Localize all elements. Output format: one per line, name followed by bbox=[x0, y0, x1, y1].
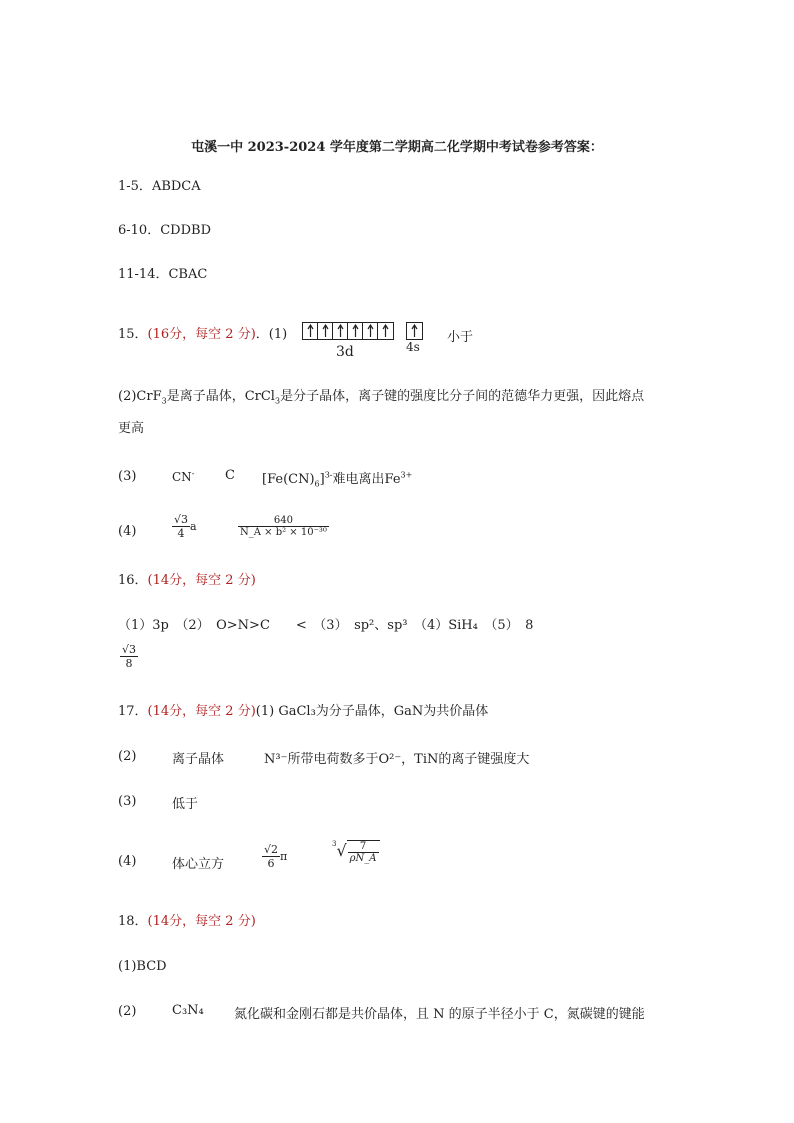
q18-part2-formula: C₃N₄ bbox=[172, 1003, 204, 1018]
q17-part3-answer: 低于 bbox=[172, 797, 199, 812]
q17-score: (14分，每空 2 分) bbox=[147, 704, 256, 719]
q15-part4-expr2: $\frac{640}{\text{N\_A × b² × 10⁻³⁰}}$ bbox=[240, 515, 327, 538]
q18-part2-reason: 氮化碳和金刚石都是共价晶体，且 N 的原子半径小于 C，氮碳键的键能 bbox=[234, 1007, 645, 1022]
page-title: 屯溪一中 2023-2024 学年度第二学期高二化学期中考试卷参考答案： bbox=[191, 140, 603, 155]
q17-part2-reason: N³⁻所带电荷数多于O²⁻，TiN的离子键强度大 bbox=[264, 752, 530, 767]
orbital-diagram-4s bbox=[406, 322, 423, 340]
q15-part4-expr1: $\frac{√3}{4}$ a bbox=[174, 513, 197, 540]
mc-answers-11-14: 11-14．CBAC bbox=[118, 267, 208, 282]
q17-header: 17．(14分，每空 2 分)(1) GaCl₃为分子晶体，GaN为共价晶体 bbox=[118, 704, 489, 719]
q17-part4-label: (4) bbox=[118, 854, 137, 869]
q17-part4-expr1: $\frac{√2}{6}$ π bbox=[264, 843, 288, 870]
q15-part3-c: C bbox=[225, 468, 235, 483]
q17-part3-label: (3) bbox=[118, 794, 137, 809]
q16-header: 16．(14分，每空 2 分) bbox=[118, 573, 256, 588]
mc-answers-6-10: 6-10．CDDBD bbox=[118, 223, 211, 238]
orbital-diagram-3d bbox=[302, 322, 394, 340]
mc-answers-1-5: 1-5．ABDCA bbox=[118, 179, 201, 194]
q17-part4-structure: 体心立方 bbox=[172, 857, 225, 872]
q15-part2: (2)CrF$_3$是离子晶体，CrCl$_3$是分子晶体，离子键的强度比分子间的范德华力更强，因此熔点 bbox=[118, 389, 645, 406]
q16-score: (14分，每空 2 分) bbox=[147, 573, 256, 588]
q18-part2-label: (2) bbox=[118, 1004, 137, 1019]
q16-answers: （1）3p （2） O>N>C < （3） sp²、sp³ （4）SiH₄ （5） 8 bbox=[118, 618, 534, 633]
q17-part2-type: 离子晶体 bbox=[172, 752, 225, 767]
q17-part4-cuberoot: $^3$√ $\frac{7}{\rho N\_A}$ bbox=[332, 840, 380, 864]
q18-score: (14分，每空 2 分) bbox=[147, 914, 256, 929]
q15-part3-label: (3) bbox=[118, 469, 137, 484]
q15-compare: 小于 bbox=[447, 330, 474, 345]
q17-part2-label: (2) bbox=[118, 749, 137, 764]
q15-part3-cn: CN- bbox=[172, 469, 195, 484]
q15-part2-cont: 更高 bbox=[118, 421, 145, 436]
q16-fraction: $\frac{√3}{8}$ bbox=[122, 643, 137, 670]
q15-part4-label: (4) bbox=[118, 524, 137, 539]
q15-part3-complex: $[Fe(CN)_6]^{3-}$难电离出$Fe^{3+}$ bbox=[262, 470, 413, 489]
orbital-label-4s: 4s bbox=[406, 340, 420, 354]
orbital-label-3d: 3d bbox=[336, 344, 354, 360]
q15-score: (16分，每空 2 分) bbox=[147, 327, 256, 342]
q15-header: 15．(16分，每空 2 分)．(1) bbox=[118, 327, 288, 342]
q18-header: 18．(14分，每空 2 分) bbox=[118, 914, 256, 929]
q18-part1: (1)BCD bbox=[118, 959, 167, 974]
